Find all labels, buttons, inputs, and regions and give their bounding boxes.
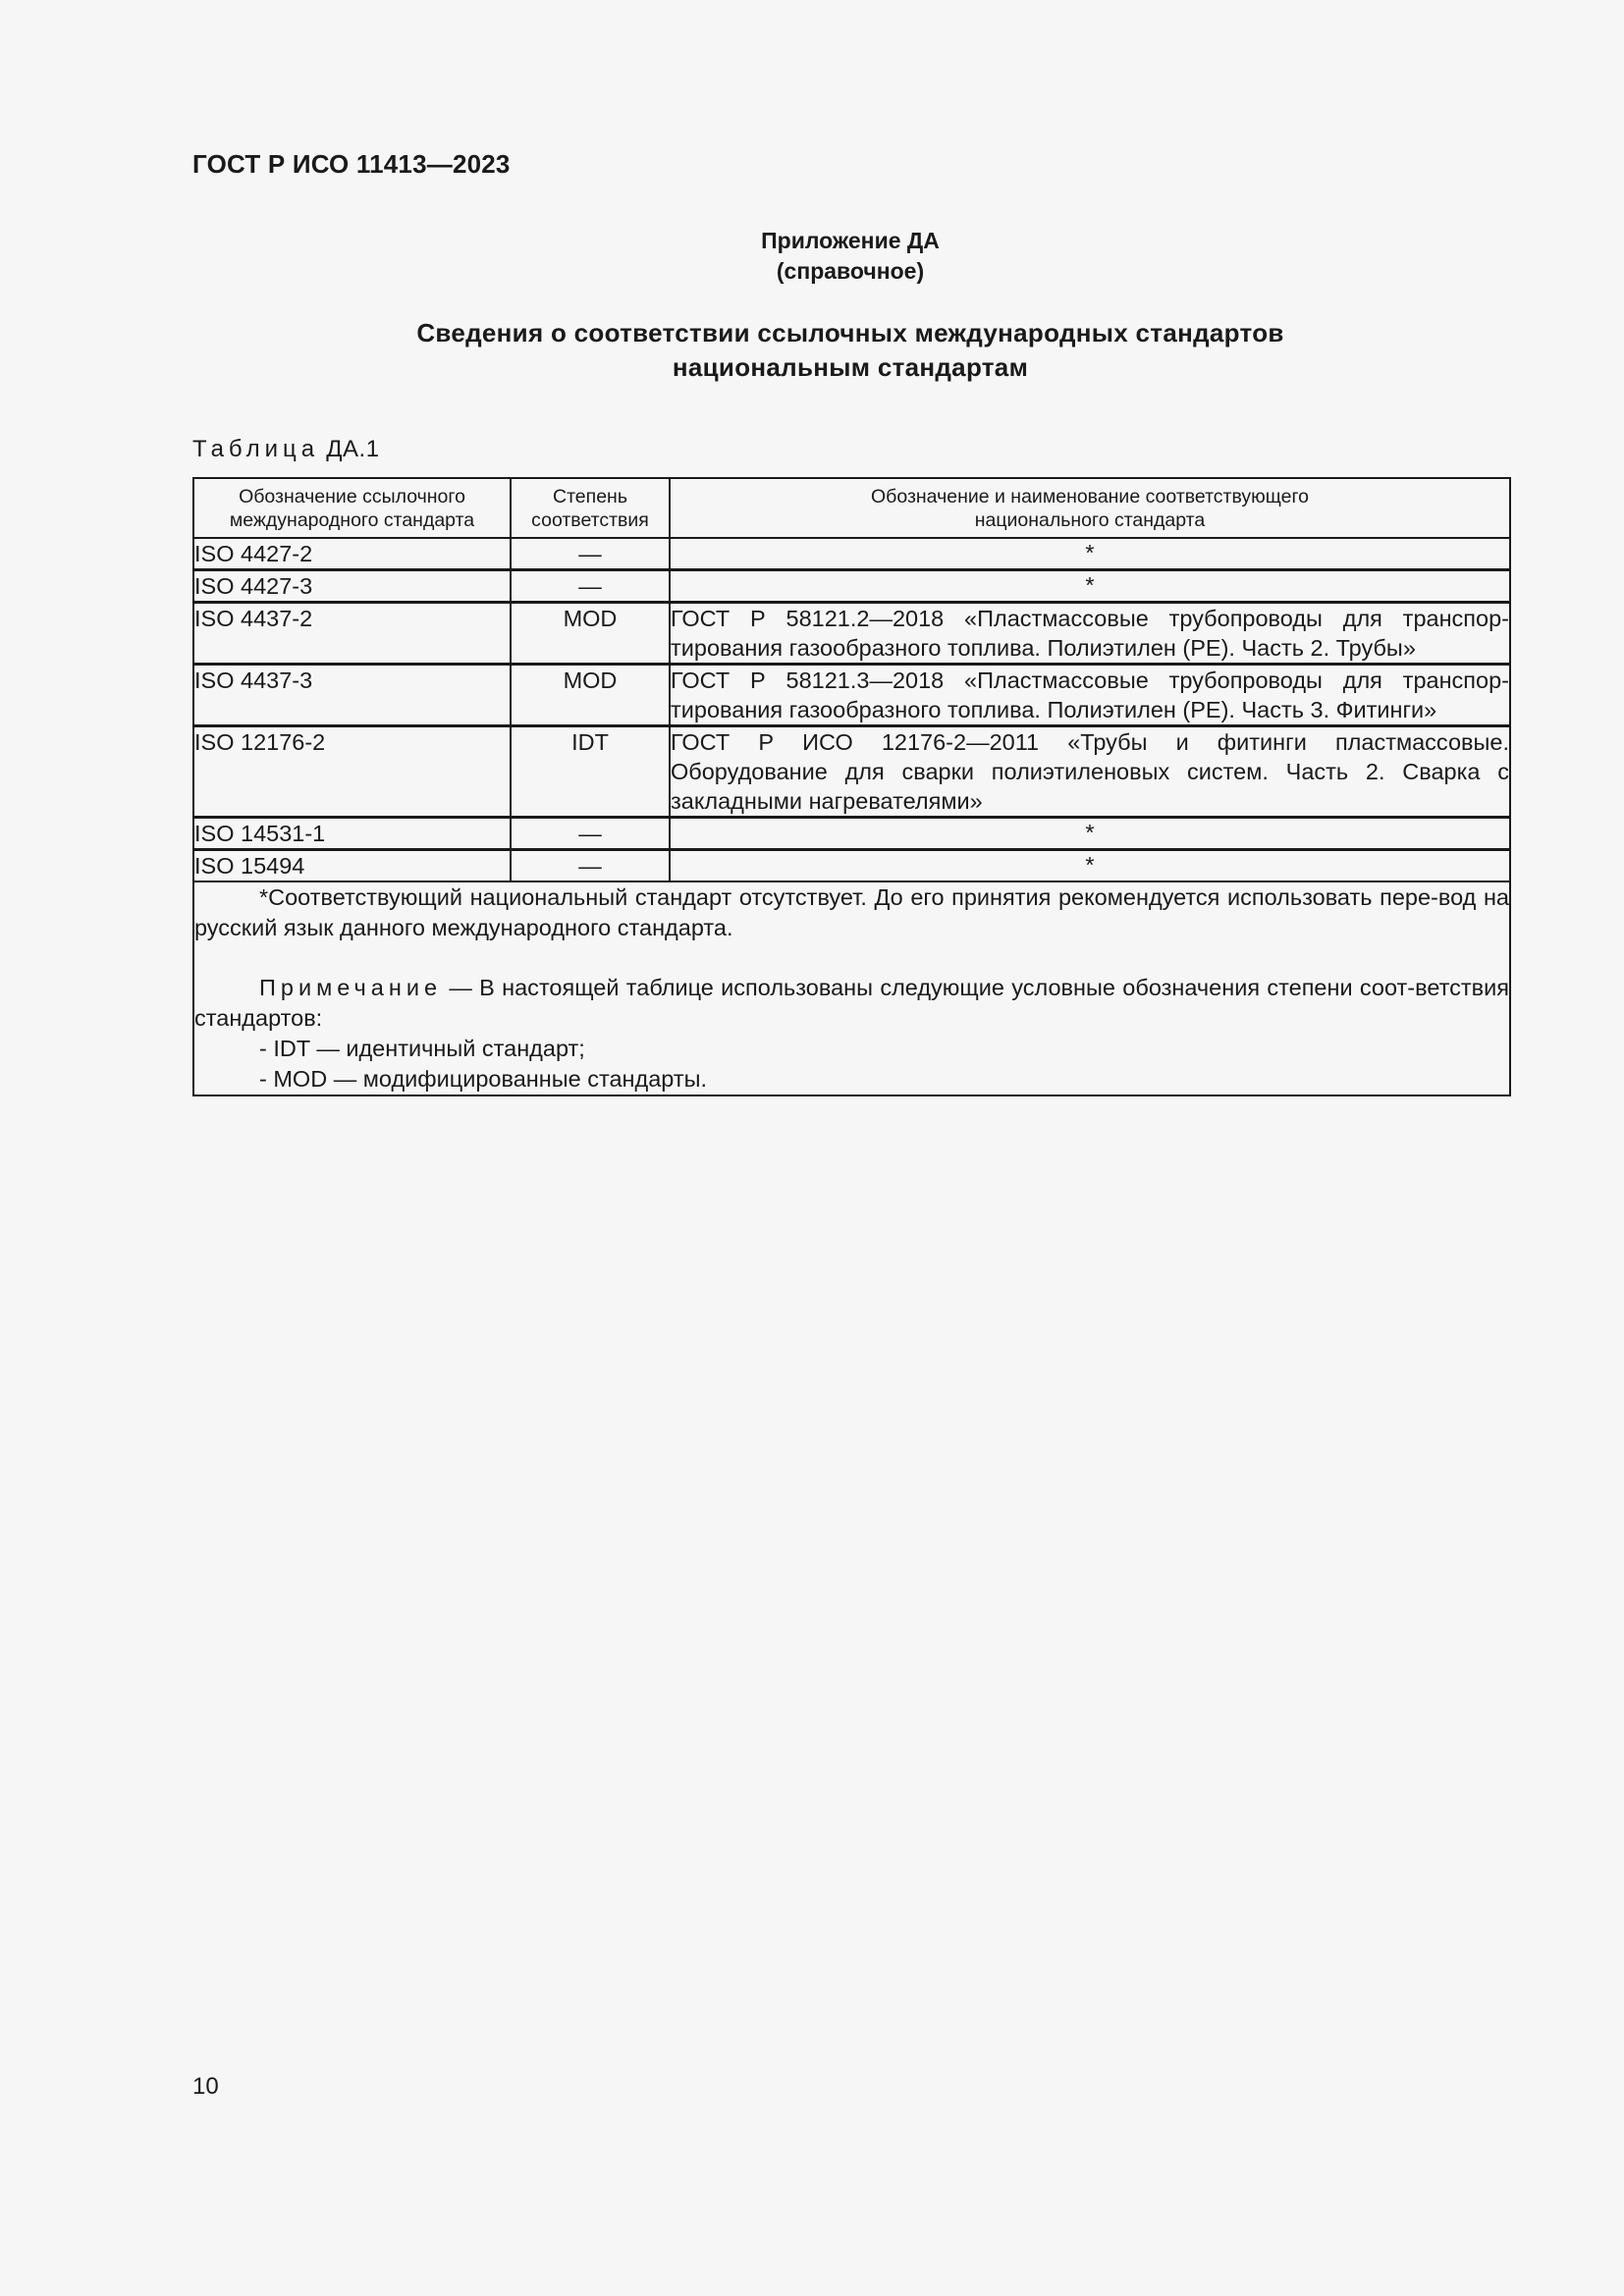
cell-degree: MOD	[511, 603, 670, 665]
table-caption-number: ДА.1	[326, 436, 380, 462]
section-title-line-2: национальным стандартам	[672, 352, 1029, 382]
cell-degree: —	[511, 818, 670, 850]
cell-degree: —	[511, 570, 670, 603]
cell-national: ГОСТ Р ИСО 12176-2—2011 «Трубы и фитинги пластмассовые. Оборудование для сварки полиэтиленовых систем. Часть 2. Сварка с закладными нагревателями»	[670, 726, 1510, 818]
appendix-kind: (справочное)	[776, 258, 925, 284]
cell-standard: ISO 4437-3	[193, 665, 511, 726]
table-footnote-cell	[193, 881, 1510, 1095]
section-title	[192, 316, 1508, 385]
header-col1-line2: международного стандарта	[229, 509, 475, 531]
header-col1-line1: Обозначение ссылочного	[239, 486, 465, 507]
header-col3-line2: национального стандарта	[974, 509, 1206, 531]
table-row	[193, 726, 1510, 818]
note-text: — В настоящей таблице использованы следующие условные обозначения степени соот-ветствия стандартов:	[194, 975, 1509, 1031]
footnote-text: *Соответствующий национальный стандарт отсутствует. До его принятия рекомендуется использовать пере-вод на русский язык данного международного стандарта.	[194, 884, 1509, 940]
cell-standard: ISO 14531-1	[193, 818, 511, 850]
cell-national: *	[670, 850, 1510, 882]
cell-degree: IDT	[511, 726, 670, 818]
header-col3-line1: Обозначение и наименование соответствующего	[870, 486, 1309, 507]
cell-national: *	[670, 538, 1510, 570]
appendix-heading	[192, 226, 1508, 287]
table-row	[193, 603, 1510, 665]
legend-item-idt: - IDT — идентичный стандарт;	[259, 1036, 585, 1061]
table-row	[193, 850, 1510, 882]
correspondence-table	[192, 477, 1511, 1096]
cell-standard: ISO 4437-2	[193, 603, 511, 665]
cell-national: *	[670, 818, 1510, 850]
note-paragraph	[194, 973, 1509, 1034]
cell-standard: ISO 12176-2	[193, 726, 511, 818]
table-row	[193, 818, 1510, 850]
appendix-label: Приложение ДА	[761, 228, 940, 253]
cell-degree: —	[511, 538, 670, 570]
cell-national: *	[670, 570, 1510, 603]
header-col2-line2: соответствия	[531, 509, 649, 531]
cell-standard: ISO 15494	[193, 850, 511, 882]
table-caption	[192, 436, 380, 463]
legend-item-mod: - MOD — модифицированные стандарты.	[259, 1066, 708, 1092]
page-number: 10	[192, 2073, 219, 2100]
table-caption-word: Таблица	[192, 436, 320, 462]
table-footnote-row	[193, 881, 1510, 1095]
section-title-line-1: Сведения о соответствии ссылочных международных стандартов	[416, 318, 1284, 347]
cell-national: ГОСТ Р 58121.2—2018 «Пластмассовые трубопроводы для транспор-тирования газообразного топлива. Полиэтилен (PE). Часть 2. Трубы»	[670, 603, 1510, 665]
document-code: ГОСТ Р ИСО 11413—2023	[192, 149, 511, 179]
table-row	[193, 665, 1510, 726]
header-degree	[511, 478, 670, 538]
cell-national: ГОСТ Р 58121.3—2018 «Пластмассовые трубопроводы для транспор-тирования газообразного топлива. Полиэтилен (PE). Часть 3. Фитинги»	[670, 665, 1510, 726]
cell-degree: MOD	[511, 665, 670, 726]
cell-degree: —	[511, 850, 670, 882]
header-col2-line1: Степень	[553, 486, 627, 507]
table-header-row	[193, 478, 1510, 538]
cell-standard: ISO 4427-2	[193, 538, 511, 570]
note-label: Примечание	[259, 975, 443, 1000]
header-international-standard	[193, 478, 511, 538]
header-national-standard	[670, 478, 1510, 538]
cell-standard: ISO 4427-3	[193, 570, 511, 603]
table-row	[193, 570, 1510, 603]
table-row	[193, 538, 1510, 570]
